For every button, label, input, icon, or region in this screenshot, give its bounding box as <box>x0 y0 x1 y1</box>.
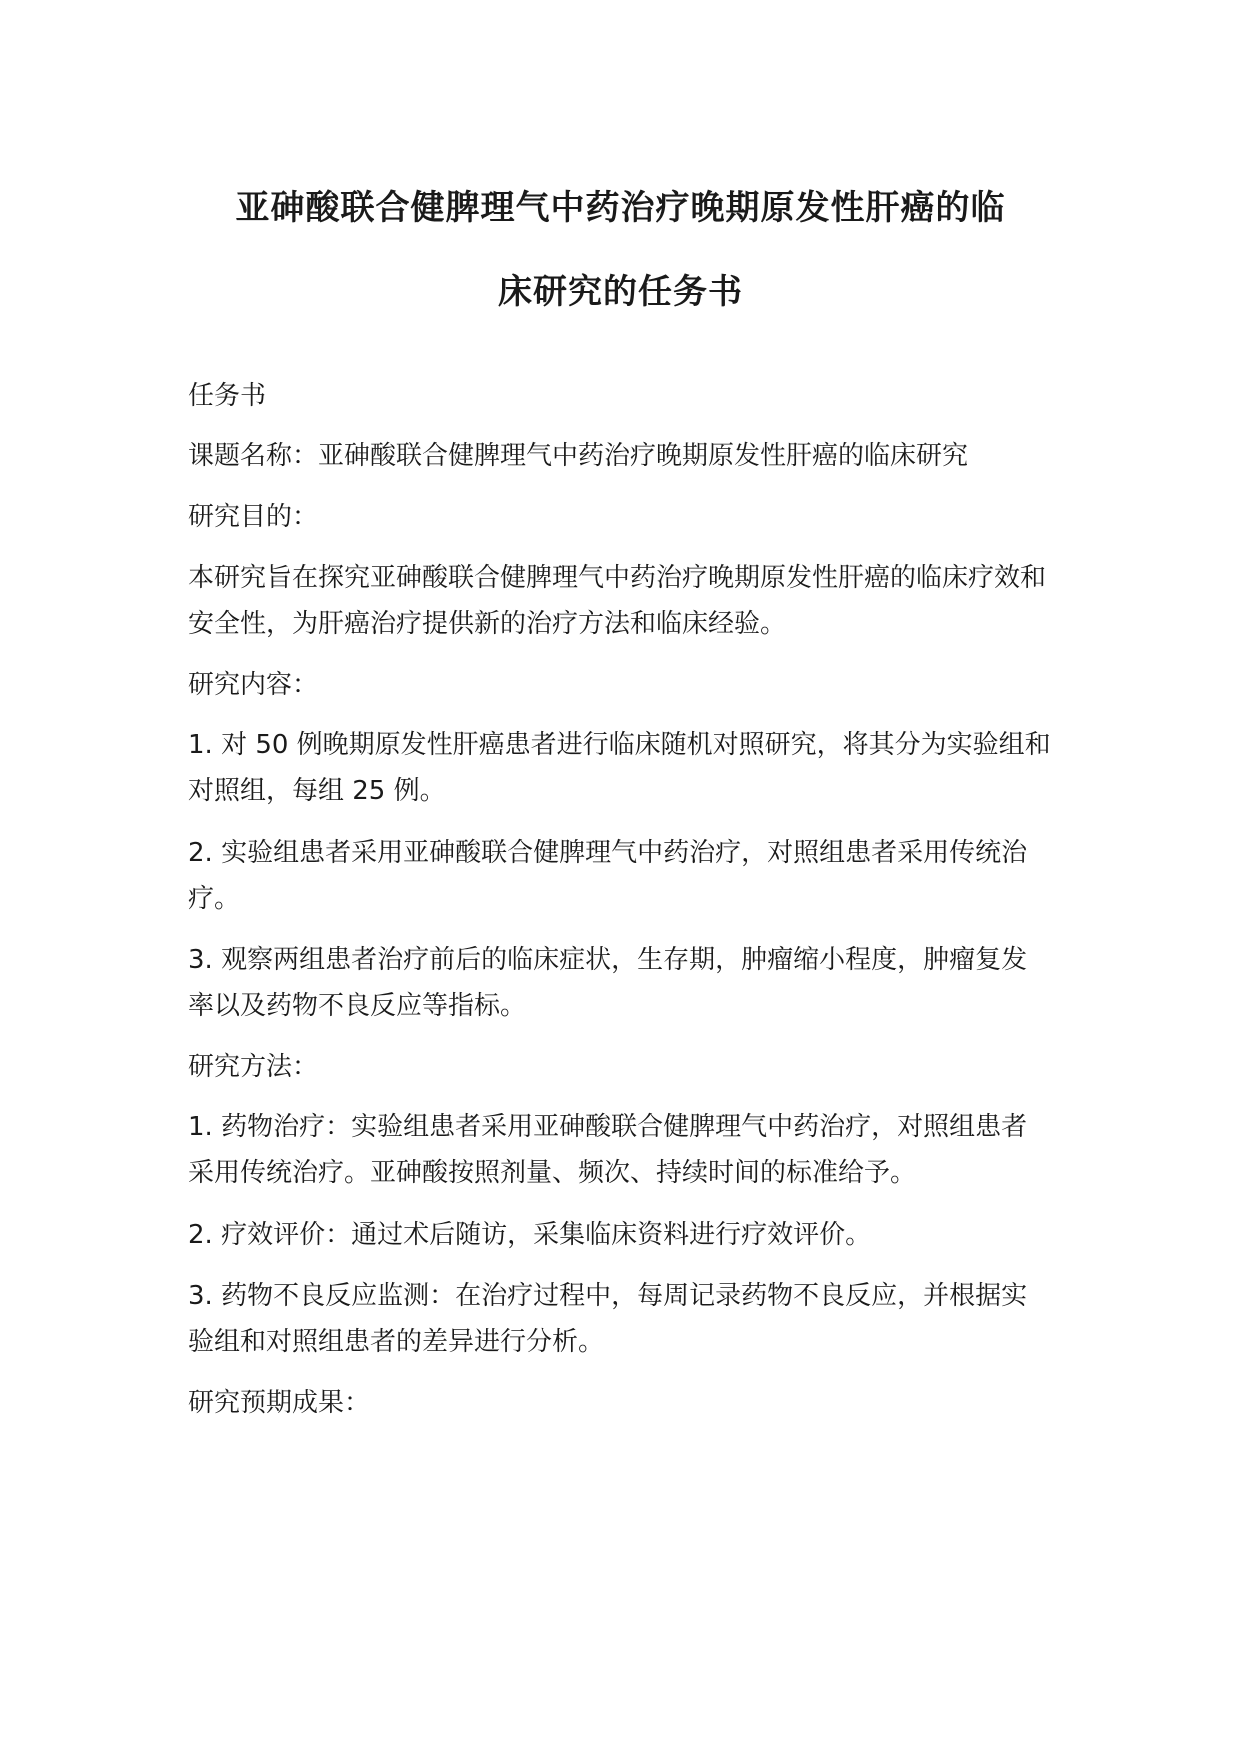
research-content-item-1: 1. 对 50 例晚期原发性肝癌患者进行临床随机对照研究，将其分为实验组和对照组，每组 25 例。 <box>188 730 1051 806</box>
heading-research-method: 研究方法： <box>188 1052 319 1082</box>
research-purpose-text: 本研究旨在探究亚砷酸联合健脾理气中药治疗晚期原发性肝癌的临床疗效和安全性，为肝癌治疗提供新的治疗方法和临床经验。 <box>188 563 1047 639</box>
heading-research-purpose: 研究目的： <box>188 502 319 532</box>
topic-name-line: 课题名称：亚砷酸联合健脾理气中药治疗晚期原发性肝癌的临床研究 <box>188 441 969 471</box>
research-method-item-2: 2. 疗效评价：通过术后随访，采集临床资料进行疗效评价。 <box>188 1220 872 1250</box>
heading-expected-results: 研究预期成果： <box>188 1388 371 1418</box>
research-method-item-1: 1. 药物治疗：实验组患者采用亚砷酸联合健脾理气中药治疗，对照组患者采用传统治疗。亚砷酸按照剂量、频次、持续时间的标准给予。 <box>188 1112 1028 1188</box>
document-title-line-2: 床研究的任务书 <box>498 272 743 312</box>
section-label-task-book: 任务书 <box>188 381 267 411</box>
research-method-item-3: 3. 药物不良反应监测：在治疗过程中，每周记录药物不良反应，并根据实验组和对照组患者的差异进行分析。 <box>188 1281 1028 1357</box>
research-content-item-3: 3. 观察两组患者治疗前后的临床症状，生存期，肿瘤缩小程度，肿瘤复发率以及药物不良反应等指标。 <box>188 945 1028 1021</box>
heading-research-content: 研究内容： <box>188 670 319 700</box>
research-content-item-2: 2. 实验组患者采用亚砷酸联合健脾理气中药治疗，对照组患者采用传统治疗。 <box>188 838 1028 914</box>
document-title-line-1: 亚砷酸联合健脾理气中药治疗晚期原发性肝癌的临 <box>235 188 1006 228</box>
